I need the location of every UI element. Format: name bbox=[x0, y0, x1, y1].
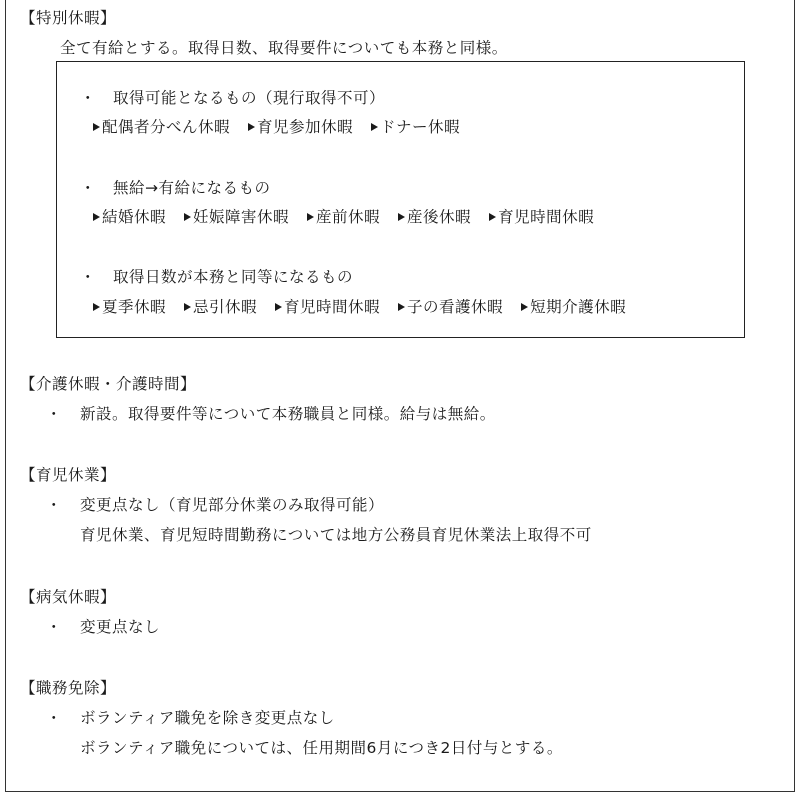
bullet: ・ bbox=[46, 405, 62, 423]
bullet: ・ bbox=[46, 496, 62, 514]
list-item: 妊娠障害休暇 bbox=[184, 207, 289, 227]
section-heading-care-leave: 【介護休暇・介護時間】 bbox=[20, 375, 197, 393]
childcare-leave-text-2: 育児休業、育児短時間勤務については地方公務員育児休業法上取得不可 bbox=[80, 526, 592, 544]
triangle-bullet-icon bbox=[398, 213, 405, 221]
triangle-bullet-icon bbox=[489, 213, 496, 221]
list-item: ドナー休暇 bbox=[371, 117, 460, 137]
group-title: 無給→有給になるもの bbox=[113, 179, 271, 197]
group-title: 取得可能となるもの（現行取得不可） bbox=[113, 89, 386, 107]
list-item: 育児時間休暇 bbox=[489, 207, 594, 227]
list-item: 忌引休暇 bbox=[184, 297, 257, 317]
list-item: 短期介護休暇 bbox=[521, 297, 626, 317]
list-item: 産後休暇 bbox=[398, 207, 471, 227]
list-item: 夏季休暇 bbox=[93, 297, 166, 317]
special-leave-intro: 全て有給とする。取得日数、取得要件についても本務と同様。 bbox=[60, 39, 508, 57]
list-item: 結婚休暇 bbox=[93, 207, 166, 227]
duty-exemption-text-1: ボランティア職免を除き変更点なし bbox=[80, 709, 335, 727]
bullet: ・ bbox=[46, 709, 62, 727]
bullet: ・ bbox=[80, 179, 96, 197]
section-heading-special-leave: 【特別休暇】 bbox=[20, 9, 117, 27]
bullet: ・ bbox=[46, 618, 62, 636]
triangle-bullet-icon bbox=[307, 213, 314, 221]
triangle-bullet-icon bbox=[521, 303, 528, 311]
section-heading-duty-exemption: 【職務免除】 bbox=[20, 679, 117, 697]
triangle-bullet-icon bbox=[275, 303, 282, 311]
duty-exemption-text-2: ボランティア職免については、任用期間6月につき2日付与とする。 bbox=[80, 739, 563, 757]
bullet: ・ bbox=[80, 268, 96, 286]
section-heading-sick-leave: 【病気休暇】 bbox=[20, 588, 117, 606]
triangle-bullet-icon bbox=[93, 123, 100, 131]
list-item: 産前休暇 bbox=[307, 207, 380, 227]
list-item: 育児参加休暇 bbox=[248, 117, 353, 137]
triangle-bullet-icon bbox=[398, 303, 405, 311]
triangle-bullet-icon bbox=[93, 213, 100, 221]
leave-list-unpaid-to-paid bbox=[93, 207, 612, 227]
triangle-bullet-icon bbox=[93, 303, 100, 311]
list-item: 子の看護休暇 bbox=[398, 297, 503, 317]
triangle-bullet-icon bbox=[184, 303, 191, 311]
childcare-leave-text-1: 変更点なし（育児部分休業のみ取得可能） bbox=[80, 496, 385, 514]
sick-leave-text: 変更点なし bbox=[80, 618, 161, 636]
bullet: ・ bbox=[80, 89, 96, 107]
triangle-bullet-icon bbox=[248, 123, 255, 131]
list-item: 配偶者分べん休暇 bbox=[93, 117, 230, 137]
triangle-bullet-icon bbox=[184, 213, 191, 221]
leave-list-equal-days bbox=[93, 297, 644, 317]
leave-list-available bbox=[93, 117, 478, 137]
care-leave-text: 新設。取得要件等について本務職員と同様。給与は無給。 bbox=[80, 405, 496, 423]
list-item: 育児時間休暇 bbox=[275, 297, 380, 317]
triangle-bullet-icon bbox=[371, 123, 378, 131]
group-title: 取得日数が本務と同等になるもの bbox=[113, 268, 354, 286]
section-heading-childcare-leave: 【育児休業】 bbox=[20, 466, 117, 484]
